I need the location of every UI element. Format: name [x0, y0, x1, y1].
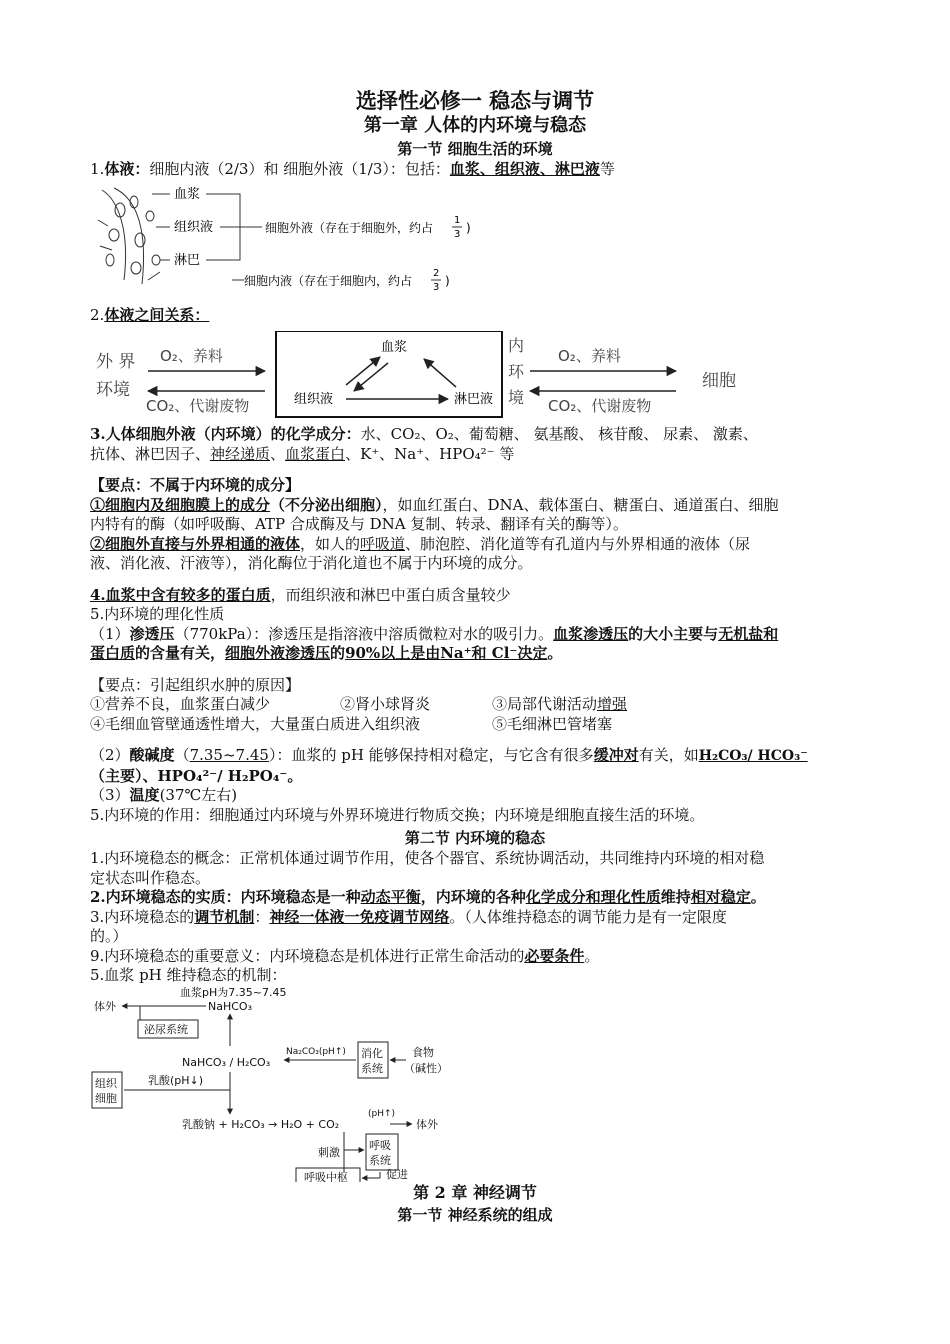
- svg-text:（碱性）: （碱性）: [404, 1061, 448, 1075]
- ph-mechanism-figure: [90, 986, 860, 1182]
- label-plasma: 血浆: [174, 186, 201, 202]
- svg-text:境: 境: [508, 388, 525, 407]
- svg-text:呼吸中枢: 呼吸中枢: [304, 1170, 348, 1182]
- svg-text:1: 1: [454, 214, 461, 226]
- arrow-label-co2-b: CO₂、代谢废物: [548, 397, 652, 415]
- node-lymph: 淋巴液: [454, 392, 494, 407]
- item-osmotic: （1）渗透压（770kPa）：渗透压是指溶液中溶质微粒对水的吸引力。血浆渗透压的大小主要与无机盐和: [90, 624, 779, 643]
- node-tissue: 组织液: [294, 392, 334, 407]
- item-protein: 4.血浆中含有较多的蛋白质，而组织液和淋巴中蛋白质含量较少: [90, 585, 511, 604]
- svg-text:NaHCO₃: NaHCO₃: [208, 999, 252, 1013]
- svg-text:促进: 促进: [386, 1167, 408, 1181]
- keypoint-1-head: 【要点：不属于内环境的成分】: [90, 476, 301, 494]
- label-lymph: 淋巴: [174, 252, 201, 268]
- body-fluid-diagram: [90, 180, 510, 298]
- chapter-1-title: 第一章 人体的内环境与稳态: [363, 115, 587, 136]
- item-ph-mechanism: 5.血浆 pH 维持稳态的机制：: [90, 966, 287, 984]
- item-ph: （2）酸碱度（7.35~7.45）：血浆的 pH 能够保持相对稳定，与它含有很多缓冲对有关，如H₂CO₃/ HCO₃⁻: [90, 746, 808, 764]
- svg-text:2: 2: [433, 267, 440, 279]
- label-tissue-fluid: 组织液: [174, 219, 214, 235]
- section-1-title: 第一节 细胞生活的环境: [397, 140, 553, 158]
- svg-text:乳酸(pH↓): 乳酸(pH↓): [148, 1073, 204, 1087]
- svg-text:组织: 组织: [95, 1076, 117, 1090]
- item-function: 5.内环境的作用：细胞通过内环境与外界环境进行物质交换；内环境是细胞直接生活的环境。: [90, 805, 705, 824]
- arrow-label-o2: O₂、养料: [160, 347, 223, 365]
- svg-text:系统: 系统: [369, 1153, 391, 1167]
- svg-text:NaHCO₃ / H₂CO₃: NaHCO₃ / H₂CO₃: [182, 1055, 271, 1069]
- arrow-label-co2: CO₂、代谢废物: [146, 397, 250, 415]
- node-plasma: 血浆: [381, 340, 408, 355]
- chapter-2-title: 第 2 章 神经调节: [413, 1182, 537, 1202]
- svg-text:体外: 体外: [94, 999, 116, 1013]
- svg-text:细胞: 细胞: [95, 1091, 117, 1105]
- fluid-relation-figure: [90, 331, 860, 419]
- fluid-relation-diagram: [90, 331, 860, 419]
- item-temperature: （3）温度(37℃左右): [90, 786, 238, 804]
- item-essence: 2.内环境稳态的实质：内环境稳态是一种动态平衡，内环境的各种化学成分和理化性质维持相对稳定。: [90, 888, 766, 906]
- svg-text:刺激: 刺激: [318, 1145, 340, 1159]
- svg-text:呼吸: 呼吸: [369, 1138, 391, 1152]
- outer-env-1: 外 界: [96, 352, 136, 372]
- arrow-label-o2-b: O₂、养料: [558, 347, 621, 365]
- section-2-title: 第二节 内环境的稳态: [404, 829, 546, 847]
- svg-text:乳酸钠 + H₂CO₃ → H₂O + CO₂: 乳酸钠 + H₂CO₃ → H₂O + CO₂: [182, 1117, 340, 1131]
- svg-text:): ): [445, 273, 450, 288]
- label-ecf: 细胞外液（存在于细胞外，约占: [265, 220, 434, 235]
- body-fluid-figure: [90, 180, 860, 298]
- svg-text:体外: 体外: [416, 1117, 438, 1131]
- svg-text:3: 3: [433, 281, 440, 293]
- svg-text:血浆pH为7.35~7.45: 血浆pH为7.35~7.45: [180, 985, 287, 999]
- svg-text:食物: 食物: [412, 1045, 434, 1059]
- svg-text:内: 内: [508, 336, 525, 355]
- section-3-title: 第一节 神经系统的组成: [397, 1205, 553, 1224]
- keypoint-2-row2: ④毛细血管壁通透性增大，大量蛋白质进入组织液 ⑤毛细淋巴管堵塞: [90, 714, 613, 733]
- item-significance: 9.内环境稳态的重要意义：内环境稳态是机体进行正常生命活动的必要条件。: [90, 946, 600, 965]
- svg-text:3: 3: [454, 228, 461, 240]
- node-cell: 细胞: [702, 371, 736, 391]
- svg-text:消化: 消化: [361, 1046, 383, 1060]
- keypoint-2-head: 【要点：引起组织水肿的原因】: [90, 675, 301, 694]
- svg-text:Na₂CO₃(pH↑): Na₂CO₃(pH↑): [286, 1046, 346, 1057]
- cell-sketch: [98, 188, 160, 284]
- svg-text:(pH↑): (pH↑): [368, 1108, 396, 1119]
- svg-text:泌尿系统: 泌尿系统: [144, 1022, 188, 1036]
- doc-title: 选择性必修一 稳态与调节: [355, 88, 595, 113]
- keypoint-1-b: ②细胞外直接与外界相通的液体，如人的呼吸道、肺泡腔、消化道等有孔道内与外界相通的液体（尿: [90, 534, 751, 553]
- svg-text:环: 环: [508, 362, 525, 381]
- item-mechanism: 3.内环境稳态的调节机制：神经一体液一免疫调节网络。（人体维持稳态的调节能力是有一定限度: [90, 907, 727, 926]
- label-icf: 细胞内液（存在于细胞内，约占: [244, 273, 413, 288]
- item-properties: 5.内环境的理化性质: [90, 605, 225, 623]
- svg-text:系统: 系统: [361, 1061, 383, 1075]
- keypoint-1-a: ①细胞内及细胞膜上的成分（不分泌出细胞），如血红蛋白、DNA、载体蛋白、糖蛋白、通道蛋白、细胞: [90, 495, 779, 514]
- svg-text:): ): [466, 220, 471, 235]
- outer-env-2: 环境: [96, 380, 130, 400]
- item-chemistry: 3.人体细胞外液（内环境）的化学成分：水、CO₂、O₂、葡萄糖、 氨基酸、 核苷酸、 尿素、 激素、: [90, 425, 758, 443]
- ph-mechanism-diagram: [90, 986, 490, 1182]
- item-body-fluid: 1.体液：细胞内液（2/3）和 细胞外液（1/3）：包括：血浆、组织液、淋巴液等: [90, 160, 615, 178]
- item-relations: 2.体液之间关系：: [90, 305, 210, 324]
- keypoint-2-row1: ①营养不良，血浆蛋白减少 ②肾小球肾炎 ③局部代谢活动增强: [90, 695, 628, 713]
- page: 选择性必修一 稳态与调节 第一章 人体的内环境与稳态 第一节 细胞生活的环境 1.体液：细胞内液（2/3）和 细胞外液（1/3）：包括：血浆、组织液、淋巴液等 血浆 组织液 淋巴 细胞外液（存在于细胞外，约占 1 3 ) 细胞内液（存在于细胞内，约占 2 3 ) 2.体液之间关系： 外 界 环境 O₂、养料 CO₂、代谢废物 血浆 组织液 淋巴液 内 环 境 O₂、养料 CO₂、代谢废物 细胞 3.人体细胞外液（内环境）的化学成分：水、CO₂、O₂、葡萄糖、 氨基酸、 核苷酸、 尿素、 激素、 抗体、淋巴因子、神经递质、血浆蛋白、K⁺、Na⁺、HPO₄²⁻ 等 【要点：不属于内环境的成分】 ①细胞内及细胞膜上的成分（不分泌出细胞），如血红蛋白、DNA、载体蛋白、糖蛋白、通道蛋白、细胞 内特有的酶（如呼吸酶、ATP 合成酶及与 DNA 复制、转录、翻译有关的酶等）。 ②细胞外直接与外界相通的液体，如人的呼吸道、肺泡腔、消化道等有孔道内与外界相通的液体（尿 液、消化液、汗液等），消化酶位于消化道也不属于内环境的成分。 4.血浆中含有较多的蛋白质，而组织液和淋巴中蛋白质含量较少 5.内环境的理化性质 （1）渗透压（770kPa）：渗透压是指溶液中溶质微粒对水的吸引力。血浆渗透压的大小主要与无机盐和 蛋白质的含量有关，细胞外液渗透压的90%以上是由Na⁺和 Cl⁻决定。 【要点：引起组织水肿的原因】 ①营养不良，血浆蛋白减少 ②肾小球肾炎 ③局部代谢活动增强 ④毛细血管壁通透性增大，大量蛋白质进入组织液 ⑤毛细淋巴管堵塞 （2）酸碱度（7.35~7.45）：血浆的 pH 能够保持相对稳定，与它含有很多缓冲对有关，如H₂CO₃/ HCO₃⁻ （主要）、HPO₄²⁻/ H₂PO₄⁻。 （3）温度(37℃左右) 5.内环境的作用：细胞通过内环境与外界环境进行物质交换；内环境是细胞直接生活的环境。 第二节 内环境的稳态 1.内环境稳态的概念：正常机体通过调节作用，使各个器官、系统协调活动，共同维持内环境的相对稳 定状态叫作稳态。 2.内环境稳态的实质：内环境稳态是一种动态平衡，内环境的各种化学成分和理化性质维持相对稳定。 3.内环境稳态的调节机制：神经一体液一免疫调节网络。（人体维持稳态的调节能力是有一定限度 的。） 9.内环境稳态的重要意义：内环境稳态是机体进行正常生命活动的必要条件。 5.血浆 pH 维持稳态的机制： 血浆pH为7.35~7.45 NaHCO₃ 体外 泌尿系统 NaHCO₃ / H₂CO₃ Na₂CO₃(pH↑) 消化 系统 食物 （碱性） 组织 细胞 乳酸(pH↓) 乳酸钠 + H₂CO₃ → H₂O + CO₂ (pH↑) 体外 呼吸 系统 刺激 呼吸中枢 促进 第 2 章 神经调节 第一节 神经系统的组成: [90, 88, 860, 1226]
